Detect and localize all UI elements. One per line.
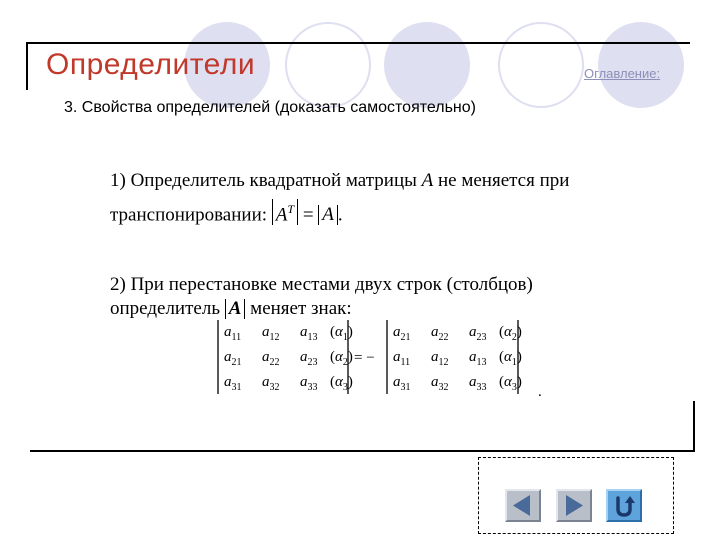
left-cell-3-1: $a_{31}$ [224,374,242,393]
property-1-line-1 [110,170,569,192]
next-slide-button[interactable] [556,489,592,522]
right-alpha-1: $(\alpha_2)$ [499,324,522,343]
determinant-notation [225,299,246,319]
determinant-swap-equation [216,318,556,398]
decor-circle-2 [384,22,470,108]
left-alpha-2: $(\alpha_2)$ [330,349,353,368]
table-of-contents-link[interactable]: Оглавление: [584,66,661,81]
original-matrix-var: A [322,204,334,226]
equals-sign: = [298,204,319,226]
page-title: Определители [46,48,256,81]
property-1-period: . [337,204,343,226]
right-triangle-icon [558,491,590,520]
transposed-matrix-var: A [275,204,288,226]
right-determinant [387,320,522,394]
u-turn-arrow-icon [608,491,640,520]
left-cell-2-1: $a_{21}$ [224,349,242,368]
left-cell-1-2: $a_{12}$ [262,324,280,343]
left-cell-2-3: $a_{23}$ [300,349,318,368]
left-triangle-icon [507,491,539,520]
original-determinant [318,205,338,225]
right-cell-2-2: $a_{12}$ [431,349,449,368]
frame-top-line [26,42,690,44]
minus-equals-sign: = − [354,350,375,366]
return-button[interactable] [606,489,642,522]
left-cell-1-1: $a_{11}$ [224,324,242,343]
right-cell-1-2: $a_{22}$ [431,324,449,343]
left-cell-1-3: $a_{13}$ [300,324,318,343]
property-2-line-1: 2) При перестановке местами двух строк (столбцов) [110,274,533,295]
left-alpha-1: $(\alpha_1)$ [330,324,353,343]
property-2-text-end: меняет знак: [245,298,352,319]
decor-circle-5 [598,22,684,108]
right-cell-3-1: $a_{31}$ [393,374,411,393]
right-cell-1-1: $a_{21}$ [393,324,411,343]
frame-right-line [693,401,695,451]
decor-circle-3 [285,22,371,108]
matrix-variable: A [421,170,434,191]
property-2-text-start: определитель [110,298,225,319]
left-cell-2-2: $a_{22}$ [262,349,280,368]
left-determinant [218,320,353,394]
right-cell-1-3: $a_{23}$ [469,324,487,343]
right-cell-3-2: $a_{32}$ [431,374,449,393]
property-1-line-2 [110,199,343,226]
left-cell-3-2: $a_{32}$ [262,374,280,393]
transposed-determinant [272,199,298,225]
left-alpha-3: $(\alpha_3)$ [330,374,353,393]
property-1-text-end: не меняется при [433,170,570,191]
property-2-line-2 [110,298,352,320]
right-alpha-2: $(\alpha_1)$ [499,349,522,368]
frame-left-line [26,42,28,90]
frame-bottom-line [30,450,695,452]
section-subtitle: 3. Свойства определителей (доказать самостоятельно) [64,99,476,116]
property-1-transpose-text: транспонировании: [110,204,272,226]
right-cell-3-3: $a_{33}$ [469,374,487,393]
property-1-text-start: 1) Определитель квадратной матрицы [110,170,422,191]
previous-slide-button[interactable] [505,489,541,522]
equation-end-period: . [538,384,542,398]
right-cell-2-1: $a_{11}$ [393,349,411,368]
left-cell-3-3: $a_{33}$ [300,374,318,393]
right-alpha-3: $(\alpha_3)$ [499,374,522,393]
decor-circle-4 [498,22,584,108]
right-cell-2-3: $a_{13}$ [469,349,487,368]
transpose-superscript: T [287,202,295,216]
determinant-variable: A [228,298,242,319]
